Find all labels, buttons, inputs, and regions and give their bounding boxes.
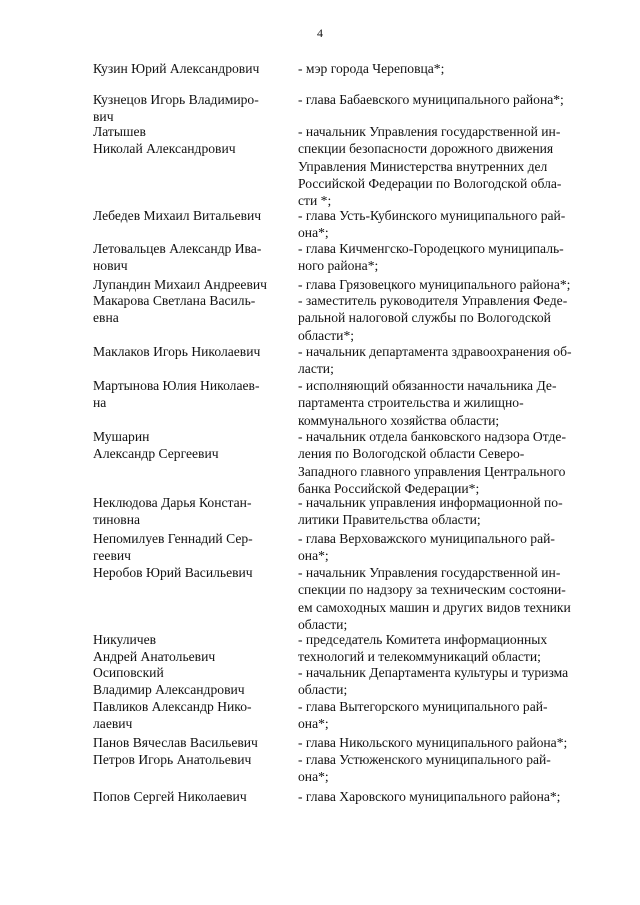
person-role: - председатель Комитета информационных технологий и телекоммуникаций области;: [298, 632, 548, 665]
person-name: Петров Игорь Анатольевич: [93, 752, 252, 767]
person-role: - глава Кичменгско-Городецкого муниципаль- ного района*;: [298, 241, 564, 274]
person-role: - глава Грязовецкого муниципального района*;: [298, 277, 571, 292]
person-role: - начальник департамента здравоохранения об- ласти;: [298, 344, 572, 377]
person-role: - глава Бабаевского муниципального района*;: [298, 92, 564, 107]
person-role: - глава Верховажского муниципального рай- она*;: [298, 531, 555, 564]
person-role: - глава Устюженского муниципального рай- она*;: [298, 752, 551, 785]
person-name: Попов Сергей Николаевич: [93, 789, 247, 804]
person-name: Лебедев Михаил Витальевич: [93, 208, 262, 223]
person-name: Неробов Юрий Васильевич: [93, 565, 253, 580]
person-name: Непомилуев Геннадий Сер- геевич: [93, 531, 253, 564]
person-name: Осиповский Владимир Александрович: [93, 665, 245, 698]
person-role: - начальник управления информационной по- литики Правительства области;: [298, 495, 563, 528]
person-name: Лупандин Михаил Андреевич: [93, 277, 267, 292]
person-role: - глава Усть-Кубинского муниципального рай- она*;: [298, 208, 566, 241]
person-name: Маклаков Игорь Николаевич: [93, 344, 261, 359]
person-name: Панов Вячеслав Васильевич: [93, 735, 258, 750]
person-name: Кузин Юрий Александрович: [93, 61, 260, 76]
person-name: Кузнецов Игорь Владимиро- вич: [93, 92, 259, 125]
person-name: Никуличев Андрей Анатольевич: [93, 632, 216, 665]
person-name: Неклюдова Дарья Констан- тиновна: [93, 495, 252, 528]
person-name: Макарова Светлана Василь- евна: [93, 293, 256, 326]
person-role: - глава Вытегорского муниципального рай- она*;: [298, 699, 548, 732]
person-role: - мэр города Череповца*;: [298, 61, 445, 76]
person-name: Мушарин Александр Сергеевич: [93, 429, 219, 462]
person-role: - исполняющий обязанности начальника Де- партамента строительства и жилищно- коммунального хозяйства области;: [298, 378, 557, 428]
person-role: - начальник Управления государственной ин- спекции по надзору за техническим состояни- ем самоходных машин и других видов техники области;: [298, 565, 571, 632]
person-name: Летовальцев Александр Ива- нович: [93, 241, 262, 274]
person-role: - начальник отдела банковского надзора Отде- ления по Вологодской области Северо- Западного главного управления Центрального банка Российской Федерации*;: [298, 429, 566, 496]
person-role: - заместитель руководителя Управления Феде- ральной налоговой службы по Вологодской области*;: [298, 293, 568, 343]
person-name: Павликов Александр Нико- лаевич: [93, 699, 252, 732]
person-role: - глава Никольского муниципального района*;: [298, 735, 568, 750]
person-role: - начальник Департамента культуры и туризма области;: [298, 665, 569, 698]
person-role: - начальник Управления государственной ин- спекции безопасности дорожного движения Управления Министерства внутренних дел Российской Федерации по Вологодской обла- сти *;: [298, 124, 562, 209]
person-name: Латышев Николай Александрович: [93, 124, 236, 157]
person-role: - глава Харовского муниципального района*;: [298, 789, 561, 804]
page-number: 4: [317, 26, 323, 40]
person-name: Мартынова Юлия Николаев- на: [93, 378, 260, 411]
